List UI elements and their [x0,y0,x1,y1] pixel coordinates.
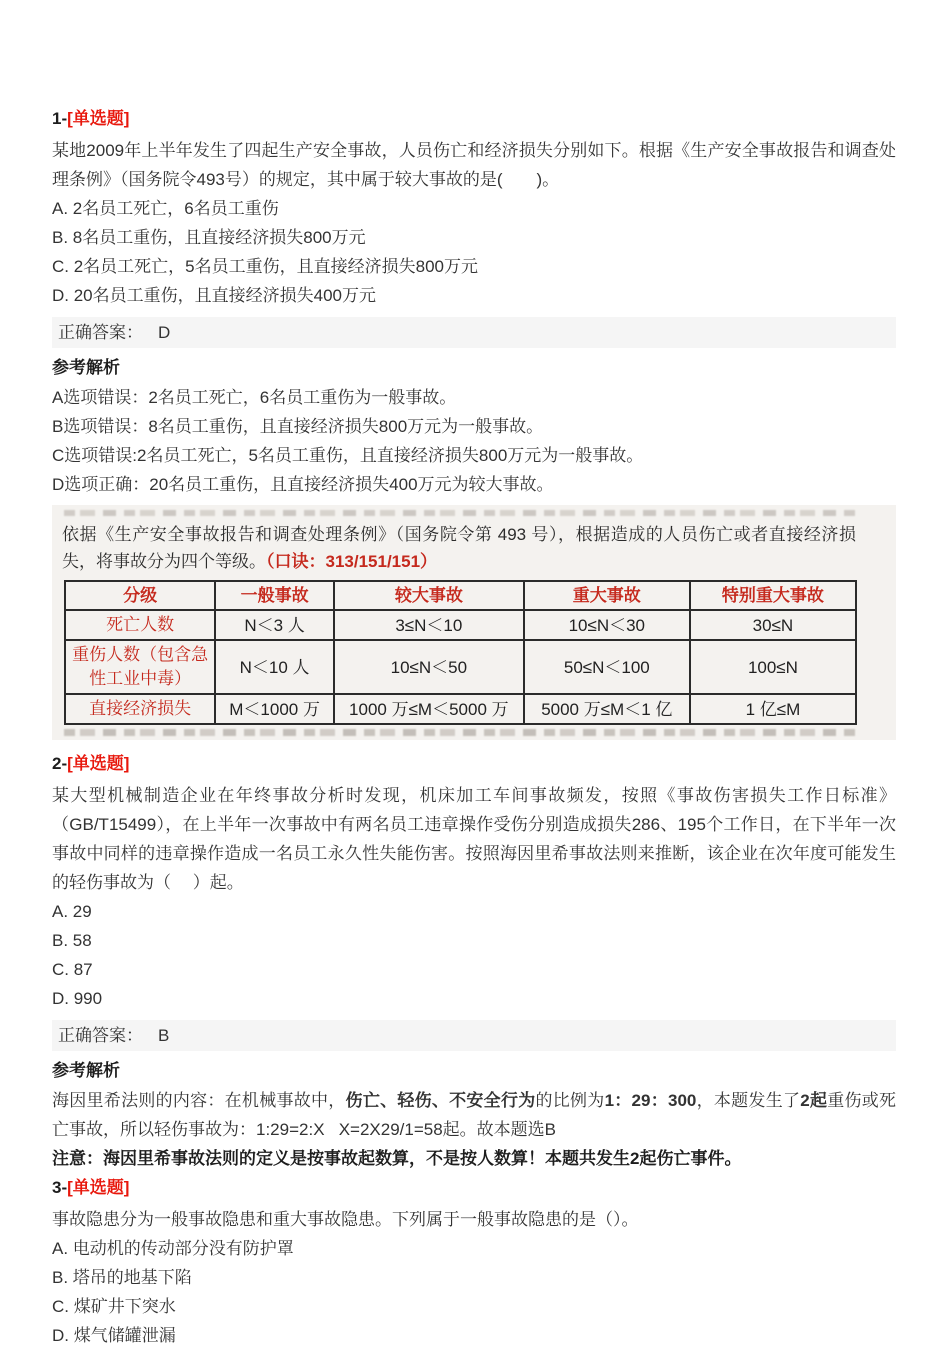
table-cell: 10≤N＜50 [334,640,524,694]
snippet-intro-text: 依据《生产安全事故报告和调查处理条例》（国务院令第 493 号），根据造成的人员伤亡或者直接经济损失，将事故分为四个等级。 [62,525,856,571]
table-header-grade: 分级 [65,581,215,610]
table-cell: 3≤N＜10 [334,610,524,640]
table-row-deaths [65,610,856,640]
q3-stem: 事故隐患分为一般事故隐患和重大事故隐患。下列属于一般事故隐患的是（）。 [52,1210,639,1229]
q2-analysis-note: 注意：海因里希事故法则的定义是按事故起数算，不是按人数算！本题共发生2起伤亡事件。 [52,1149,742,1168]
q2-option-c: C. 87 [52,960,93,979]
table-cell: 50≤N＜100 [524,640,690,694]
q1-analysis-heading: 参考解析 [52,358,120,377]
question-1 [52,104,896,740]
reference-image-accident-grades [52,505,896,740]
q2-number: 2- [52,754,68,773]
table-row-injuries-label: 重伤人数（包含急性工业中毒） [65,640,215,694]
q3-option-b: B. 塔吊的地基下陷 [52,1268,192,1287]
cropped-text-artifact-bottom [64,729,856,736]
q2-answer-value: B [158,1026,170,1045]
q1-analysis-line-b: B选项错误：8名员工重伤，且直接经济损失800万元为一般事故。 [52,417,544,436]
q3-number: 3- [52,1178,68,1197]
q2-answer-bar [52,1020,896,1051]
q2-answer-label: 正确答案： [58,1026,143,1045]
q1-option-b: B. 8名员工重伤，且直接经济损失800万元 [52,228,366,247]
q1-option-a: A. 2名员工死亡，6名员工重伤 [52,199,279,218]
table-header-extra-serious: 特别重大事故 [690,581,856,610]
q3-type-tag: [单选题] [67,1178,130,1197]
q2-title [52,749,896,778]
table-cell: N＜3 人 [215,610,334,640]
table-header-major: 较大事故 [334,581,524,610]
table-row-economic-loss [65,694,856,724]
q2-analysis-seg1: 海因里希法则的内容：在机械事故中， [52,1091,346,1110]
accident-grade-table [64,580,857,725]
q3-option-a: A. 电动机的传动部分没有防护罩 [52,1239,294,1258]
snippet-mnemonic: （口诀：313/151/151） [266,552,438,571]
q1-answer-label: 正确答案： [58,323,143,342]
table-row-injuries [65,640,856,694]
q1-option-c: C. 2名员工死亡，5名员工重伤，且直接经济损失800万元 [52,257,478,276]
table-cell: 5000 万≤M＜1 亿 [524,694,690,724]
table-cell: 30≤N [690,610,856,640]
table-row-deaths-label: 死亡人数 [65,610,215,640]
q2-option-a: A. 29 [52,902,92,921]
q2-analysis [52,1086,896,1144]
q2-option-d: D. 990 [52,989,103,1008]
table-cell: 10≤N＜30 [524,610,690,640]
table-cell: 1000 万≤M＜5000 万 [334,694,524,724]
cropped-text-artifact-top [64,510,856,516]
table-header-serious: 重大事故 [524,581,690,610]
table-cell: 1 亿≤M [690,694,856,724]
q2-analysis-seg5: ，本题发生了 [696,1091,801,1110]
q2-analysis-seg4-bold: 1：29：300 [604,1091,697,1110]
q2-stem: 某大型机械制造企业在年终事故分析时发现，机床加工车间事故频发，按照《事故伤害损失工作日标准》（GB/T15499），在上半年一次事故中有两名员工违章操作受伤分别造成损失286、195个工作日，在下半年一次事故中同样的违章操作造成一名员工永久性失能伤害。按照海因里希事故法则来推断，该企业在次年度可能发生的轻伤事故为（ ）起。 [52,786,896,892]
q3-option-d: D. 煤气储罐泄漏 [52,1326,176,1345]
q3-title [52,1173,896,1202]
snippet-intro [62,521,856,575]
q2-analysis-seg3: 的比例为 [535,1091,605,1110]
q1-analysis-line-a: A选项错误：2名员工死亡，6名员工重伤为一般事故。 [52,388,457,407]
table-row-economic-loss-label: 直接经济损失 [65,694,215,724]
q1-answer-value: D [158,323,171,342]
q1-analysis-line-d: D选项正确：20名员工重伤，且直接经济损失400万元为较大事故。 [52,475,554,494]
table-cell: N＜10 人 [215,640,334,694]
q2-type-tag: [单选题] [67,754,130,773]
q1-number: 1- [52,109,68,128]
q1-option-d: D. 20名员工重伤，且直接经济损失400万元 [52,286,376,305]
table-cell: 100≤N [690,640,856,694]
question-2 [52,749,896,1173]
q1-answer-bar [52,317,896,348]
q1-stem: 某地2009年上半年发生了四起生产安全事故，人员伤亡和经济损失分别如下。根据《生产安全事故报告和调查处理条例》（国务院令493号）的规定，其中属于较大事故的是( )。 [52,141,896,189]
table-cell: M＜1000 万 [215,694,334,724]
q3-option-c: C. 煤矿井下突水 [52,1297,176,1316]
q2-analysis-seg6-bold: 2起 [800,1091,828,1110]
question-3 [52,1173,896,1350]
q2-analysis-seg2-bold: 伤亡、轻伤、不安全行为 [345,1091,536,1110]
q1-analysis-line-c: C选项错误:2名员工死亡，5名员工重伤，且直接经济损失800万元为一般事故。 [52,446,644,465]
q2-option-b: B. 58 [52,931,92,950]
q1-type-tag: [单选题] [67,109,130,128]
table-header-row [65,581,856,610]
q1-title [52,104,896,133]
table-header-general: 一般事故 [215,581,334,610]
q2-analysis-heading: 参考解析 [52,1061,120,1080]
q2-analysis-seg7: 重伤或死亡事故，所以轻伤事故为：1:29=2:X X=2X29/1=58起。故本题选B [52,1091,897,1139]
